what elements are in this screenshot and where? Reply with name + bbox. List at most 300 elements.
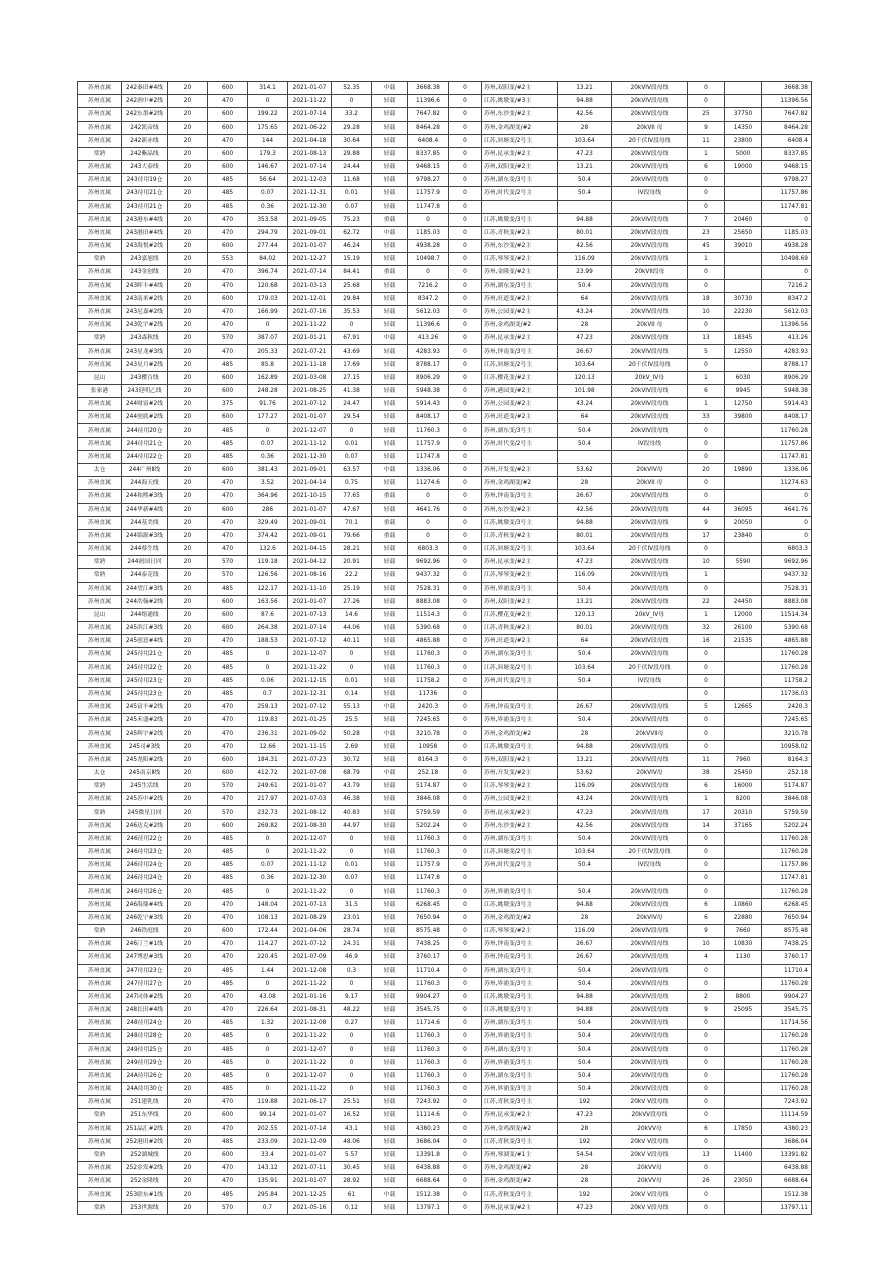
remaining-cell: 4865.88	[408, 635, 449, 648]
total-cell: 4283.93	[762, 345, 812, 358]
load-cell: 132.6	[248, 543, 288, 556]
table-row	[78, 740, 812, 753]
load-rate-cell: 0.01	[332, 859, 372, 872]
distance-cell: 50.4	[558, 674, 612, 687]
substation-cell: 江苏,琴琴变/#2主	[482, 925, 558, 938]
total-cell: 11760.28	[762, 648, 812, 661]
date-cell: 2021-08-25	[288, 384, 332, 397]
count-cell: 18	[688, 292, 725, 305]
voltage-cell: 20	[168, 161, 208, 174]
substation-cell: 苏州,公园变/#2主	[482, 305, 558, 318]
table-row	[78, 569, 812, 582]
load-rate-cell: 46.24	[332, 240, 372, 253]
distance-cell: 23.99	[558, 266, 612, 279]
line-name-cell: 246待用26仓	[122, 885, 168, 898]
line-name-cell: 247同体#2线	[122, 990, 168, 1003]
table-row	[78, 253, 812, 266]
substation-cell: 江苏,姚墩变/3号主	[482, 213, 558, 226]
substation-cell: 江苏,青秋变/3号主	[482, 1188, 558, 1201]
flag-cell: 0	[449, 1030, 482, 1043]
value-cell	[725, 845, 762, 858]
load-rate-cell: 41.38	[332, 384, 372, 397]
capacity-cell: 600	[208, 240, 248, 253]
flag-cell: 0	[449, 845, 482, 858]
total-cell: 13391.82	[762, 1148, 812, 1161]
load-rate-cell: 0.01	[332, 187, 372, 200]
line-name-cell: 24A待用26仓	[122, 1069, 168, 1082]
load-rate-cell: 0	[332, 424, 372, 437]
distance-cell: 103.64	[558, 134, 612, 147]
load-level-cell: 轻载	[372, 556, 408, 569]
total-cell: 6688.64	[762, 1175, 812, 1188]
date-cell: 2021-12-31	[288, 187, 332, 200]
bus-section-cell: 20kVIV段母线	[612, 503, 688, 516]
line-name-cell: 245辉宇#2线	[122, 727, 168, 740]
count-cell: 0	[688, 95, 725, 108]
total-cell: 4938.28	[762, 240, 812, 253]
table-row	[78, 977, 812, 990]
remaining-cell: 11114.6	[408, 1109, 449, 1122]
region-cell: 苏州直属	[78, 990, 122, 1003]
bus-section-cell: 20kVIV段母线	[612, 964, 688, 977]
voltage-cell: 20	[168, 490, 208, 503]
total-cell: 5759.59	[762, 806, 812, 819]
region-cell: 苏州直属	[78, 134, 122, 147]
region-cell: 苏州直属	[78, 174, 122, 187]
capacity-cell: 470	[208, 1175, 248, 1188]
distance-cell: 43.24	[558, 398, 612, 411]
load-rate-cell: 11.68	[332, 174, 372, 187]
date-cell: 2021-07-03	[288, 793, 332, 806]
total-cell: 1336.06	[762, 463, 812, 476]
value-cell: 24450	[725, 595, 762, 608]
load-rate-cell: 75.23	[332, 213, 372, 226]
value-cell	[725, 727, 762, 740]
voltage-cell: 20	[168, 121, 208, 134]
total-cell: 11760.28	[762, 977, 812, 990]
region-cell: 苏州直属	[78, 345, 122, 358]
flag-cell: 0	[449, 780, 482, 793]
load-rate-cell: 0	[332, 1056, 372, 1069]
capacity-cell: 375	[208, 398, 248, 411]
line-name-cell: 245待用21仓	[122, 648, 168, 661]
date-cell: 2021-07-13	[288, 608, 332, 621]
load-level-cell: 轻载	[372, 753, 408, 766]
substation-cell: 苏州,界浦变/3号主	[482, 1030, 558, 1043]
load-level-cell: 轻载	[372, 1148, 408, 1161]
line-name-cell: 244待用21仓	[122, 437, 168, 450]
total-cell: 11710.4	[762, 964, 812, 977]
load-cell: 233.09	[248, 1135, 288, 1148]
flag-cell: 0	[449, 1188, 482, 1201]
load-cell: 314.1	[248, 82, 288, 95]
remaining-cell: 6688.64	[408, 1175, 449, 1188]
region-cell: 苏州直属	[78, 753, 122, 766]
total-cell: 6268.45	[762, 898, 812, 911]
load-cell: 236.31	[248, 727, 288, 740]
remaining-cell: 13391.8	[408, 1148, 449, 1161]
value-cell	[725, 1030, 762, 1043]
count-cell: 0	[688, 582, 725, 595]
line-name-cell: 243星龙#3线	[122, 345, 168, 358]
flag-cell: 0	[449, 872, 482, 885]
voltage-cell: 20	[168, 648, 208, 661]
table-row	[78, 121, 812, 134]
value-cell	[725, 1017, 762, 1030]
flag-cell: 0	[449, 806, 482, 819]
capacity-cell: 470	[208, 477, 248, 490]
load-level-cell: 轻载	[372, 1030, 408, 1043]
date-cell: 2021-01-16	[288, 990, 332, 1003]
load-level-cell: 轻载	[372, 793, 408, 806]
substation-cell: 江苏,斜塘变/2号主	[482, 358, 558, 371]
total-cell: 3545.75	[762, 1004, 812, 1017]
flag-cell: 0	[449, 384, 482, 397]
load-cell: 199.22	[248, 108, 288, 121]
table-row	[78, 832, 812, 845]
value-cell	[725, 1083, 762, 1096]
value-cell: 1130	[725, 951, 762, 964]
region-cell: 苏州直属	[78, 622, 122, 635]
capacity-cell: 600	[208, 411, 248, 424]
value-cell	[725, 266, 762, 279]
load-cell: 172.44	[248, 925, 288, 938]
load-cell: 381.43	[248, 463, 288, 476]
substation-cell: 苏州,昆承变/#2主	[482, 1109, 558, 1122]
voltage-cell: 20	[168, 516, 208, 529]
load-rate-cell: 30.45	[332, 1162, 372, 1175]
load-cell: 202.55	[248, 1122, 288, 1135]
load-level-cell: 中载	[372, 701, 408, 714]
line-name-cell: 244浩翰#2线	[122, 595, 168, 608]
total-cell: 1185.03	[762, 226, 812, 239]
region-cell: 苏州直属	[78, 305, 122, 318]
total-cell: 11760.28	[762, 1069, 812, 1082]
total-cell: 2420.3	[762, 701, 812, 714]
load-level-cell: 轻载	[372, 938, 408, 951]
region-cell: 苏州直属	[78, 187, 122, 200]
remaining-cell: 9692.96	[408, 556, 449, 569]
load-level-cell: 轻载	[372, 121, 408, 134]
total-cell: 11760.28	[762, 845, 812, 858]
load-cell: 374.42	[248, 529, 288, 542]
capacity-cell: 600	[208, 147, 248, 160]
load-rate-cell: 55.13	[332, 701, 372, 714]
substation-cell: 苏州,湖东变/3号主	[482, 424, 558, 437]
voltage-cell: 20	[168, 1056, 208, 1069]
load-level-cell: 轻载	[372, 687, 408, 700]
line-name-cell: 242新赤线	[122, 134, 168, 147]
line-name-cell: 244财富#2线	[122, 398, 168, 411]
date-cell: 2021-11-22	[288, 319, 332, 332]
load-level-cell: 中载	[372, 463, 408, 476]
remaining-cell: 11396.6	[408, 319, 449, 332]
load-rate-cell: 68.79	[332, 766, 372, 779]
bus-section-cell: 20kVIV段母线	[612, 226, 688, 239]
load-cell: 85.8	[248, 358, 288, 371]
load-rate-cell: 0	[332, 1083, 372, 1096]
region-cell: 常熟	[78, 569, 122, 582]
line-name-cell: 251东华线	[122, 1109, 168, 1122]
bus-section-cell: 20kV_IV母	[612, 608, 688, 621]
flag-cell: 0	[449, 134, 482, 147]
region-cell: 苏州直属	[78, 832, 122, 845]
remaining-cell: 5202.24	[408, 819, 449, 832]
table-row	[78, 1056, 812, 1069]
load-level-cell: 轻载	[372, 622, 408, 635]
remaining-cell: 0	[408, 266, 449, 279]
capacity-cell: 485	[208, 200, 248, 213]
remaining-cell: 13797.1	[408, 1201, 449, 1214]
date-cell: 2021-07-14	[288, 266, 332, 279]
line-name-cell: 243金创线	[122, 266, 168, 279]
load-cell: 184.31	[248, 753, 288, 766]
bus-section-cell: 20kVIV段母线	[612, 701, 688, 714]
distance-cell: 26.67	[558, 345, 612, 358]
flag-cell: 0	[449, 964, 482, 977]
remaining-cell: 8408.17	[408, 411, 449, 424]
count-cell: 9	[688, 516, 725, 529]
distance-cell: 80.01	[558, 226, 612, 239]
line-name-cell: 246待用24仓	[122, 859, 168, 872]
load-cell: 0	[248, 845, 288, 858]
substation-cell: 苏州,东沙变/#2主	[482, 108, 558, 121]
load-rate-cell: 0	[332, 661, 372, 674]
date-cell: 2021-01-07	[288, 240, 332, 253]
capacity-cell: 470	[208, 793, 248, 806]
region-cell: 苏州直属	[78, 319, 122, 332]
remaining-cell: 8347.2	[408, 292, 449, 305]
voltage-cell: 20	[168, 384, 208, 397]
count-cell: 44	[688, 503, 725, 516]
capacity-cell: 600	[208, 595, 248, 608]
count-cell: 0	[688, 1201, 725, 1214]
load-level-cell: 轻载	[372, 477, 408, 490]
distance-cell: 26.67	[558, 938, 612, 951]
voltage-cell: 20	[168, 187, 208, 200]
capacity-cell: 470	[208, 490, 248, 503]
flag-cell: 0	[449, 569, 482, 582]
distance-cell: 50.4	[558, 1083, 612, 1096]
substation-cell: 苏州,开发变/#2主	[482, 766, 558, 779]
load-cell: 99.14	[248, 1109, 288, 1122]
line-name-cell: 245禾盛#2线	[122, 714, 168, 727]
load-cell: 114.27	[248, 938, 288, 951]
flag-cell: 0	[449, 859, 482, 872]
capacity-cell: 600	[208, 753, 248, 766]
table-row	[78, 147, 812, 160]
date-cell: 2021-06-17	[288, 1096, 332, 1109]
substation-cell: 江苏,姚墩变/3号主	[482, 1004, 558, 1017]
bus-section-cell: 20kVIV段母线	[612, 569, 688, 582]
distance-cell: 94.88	[558, 95, 612, 108]
total-cell: 7245.65	[762, 714, 812, 727]
region-cell: 苏州直属	[78, 687, 122, 700]
remaining-cell: 11757.9	[408, 187, 449, 200]
region-cell: 苏州直属	[78, 701, 122, 714]
bus-section-cell: 20kVIV段母线	[612, 582, 688, 595]
capacity-cell: 470	[208, 951, 248, 964]
count-cell: 0	[688, 82, 725, 95]
load-rate-cell: 24.47	[332, 398, 372, 411]
remaining-cell: 6268.45	[408, 898, 449, 911]
capacity-cell: 570	[208, 556, 248, 569]
line-name-cell: 242东墨#2线	[122, 108, 168, 121]
date-cell: 2021-11-12	[288, 859, 332, 872]
remaining-cell: 10498.7	[408, 253, 449, 266]
date-cell: 2021-07-09	[288, 951, 332, 964]
load-rate-cell: 0	[332, 648, 372, 661]
voltage-cell: 20	[168, 674, 208, 687]
date-cell: 2021-11-10	[288, 582, 332, 595]
table-row	[78, 174, 812, 187]
date-cell: 2021-12-07	[288, 1043, 332, 1056]
load-rate-cell: 20.91	[332, 556, 372, 569]
table-row	[78, 1122, 812, 1135]
date-cell: 2021-07-12	[288, 398, 332, 411]
date-cell: 2021-12-27	[288, 253, 332, 266]
date-cell: 2021-07-14	[288, 108, 332, 121]
voltage-cell: 20	[168, 1201, 208, 1214]
distance-cell: 64	[558, 292, 612, 305]
flag-cell: 0	[449, 266, 482, 279]
flag-cell: 0	[449, 911, 482, 924]
date-cell: 2021-01-07	[288, 411, 332, 424]
total-cell: 11757.86	[762, 859, 812, 872]
table-row	[78, 714, 812, 727]
load-level-cell: 轻载	[372, 1043, 408, 1056]
region-cell: 常熟	[78, 556, 122, 569]
total-cell: 11747.81	[762, 200, 812, 213]
voltage-cell: 20	[168, 1083, 208, 1096]
total-cell: 4865.88	[762, 635, 812, 648]
date-cell: 2021-04-18	[288, 134, 332, 147]
distance-cell	[558, 872, 612, 885]
load-rate-cell: 63.57	[332, 463, 372, 476]
load-level-cell: 轻载	[372, 95, 408, 108]
distance-cell: 28	[558, 1162, 612, 1175]
region-cell: 苏州直属	[78, 529, 122, 542]
flag-cell: 0	[449, 1017, 482, 1030]
load-cell: 232.73	[248, 806, 288, 819]
line-name-cell: 246待用22仓	[122, 832, 168, 845]
remaining-cell: 4938.28	[408, 240, 449, 253]
flag-cell: 0	[449, 1096, 482, 1109]
table-row	[78, 398, 812, 411]
date-cell: 2021-11-22	[288, 845, 332, 858]
load-level-cell: 轻载	[372, 1135, 408, 1148]
line-name-cell: 247博思#3线	[122, 951, 168, 964]
load-cell: 33.4	[248, 1148, 288, 1161]
remaining-cell: 3846.08	[408, 793, 449, 806]
total-cell: 11396.56	[762, 95, 812, 108]
total-cell: 11514.34	[762, 608, 812, 621]
value-cell	[725, 253, 762, 266]
table-row	[78, 503, 812, 516]
capacity-cell: 570	[208, 780, 248, 793]
bus-section-cell: 20kV V段母线	[612, 1148, 688, 1161]
bus-section-cell	[612, 200, 688, 213]
distance-cell: 50.4	[558, 832, 612, 845]
count-cell: 32	[688, 622, 725, 635]
distance-cell: 47.23	[558, 332, 612, 345]
line-name-cell: 251建乳线	[122, 1096, 168, 1109]
value-cell	[725, 1043, 762, 1056]
line-name-cell: 244泰克线	[122, 569, 168, 582]
table-row	[78, 240, 812, 253]
value-cell: 12665	[725, 701, 762, 714]
distance-cell: 103.64	[558, 845, 612, 858]
bus-section-cell: 20kVIV段母线	[612, 82, 688, 95]
remaining-cell: 0	[408, 490, 449, 503]
count-cell: 0	[688, 266, 725, 279]
voltage-cell: 20	[168, 437, 208, 450]
bus-section-cell: 20kVIV段母线	[612, 424, 688, 437]
distance-cell: 54.54	[558, 1148, 612, 1161]
count-cell: 0	[688, 727, 725, 740]
bus-section-cell: 20kVIV段母线	[612, 174, 688, 187]
region-cell: 苏州直属	[78, 595, 122, 608]
substation-cell: 江苏,琴琴变/#2主	[482, 780, 558, 793]
voltage-cell: 20	[168, 345, 208, 358]
capacity-cell: 600	[208, 925, 248, 938]
distance-cell: 50.4	[558, 885, 612, 898]
region-cell: 苏州直属	[78, 108, 122, 121]
value-cell	[725, 437, 762, 450]
remaining-cell: 3210.78	[408, 727, 449, 740]
load-level-cell: 轻载	[372, 1201, 408, 1214]
count-cell: 0	[688, 1135, 725, 1148]
line-name-cell: 247待用27仓	[122, 977, 168, 990]
table-row	[78, 780, 812, 793]
substation-cell: 苏州,昆承变/#2主	[482, 556, 558, 569]
value-cell: 19000	[725, 161, 762, 174]
region-cell: 苏州直属	[78, 793, 122, 806]
load-cell: 205.33	[248, 345, 288, 358]
bus-section-cell: 20千伏IV段母线	[612, 134, 688, 147]
bus-section-cell: 20kVIV段母线	[612, 753, 688, 766]
flag-cell: 0	[449, 1109, 482, 1122]
capacity-cell: 485	[208, 424, 248, 437]
voltage-cell: 20	[168, 108, 208, 121]
remaining-cell: 8788.17	[408, 358, 449, 371]
table-row	[78, 319, 812, 332]
capacity-cell: 600	[208, 622, 248, 635]
flag-cell: 0	[449, 793, 482, 806]
value-cell: 12000	[725, 608, 762, 621]
date-cell: 2021-12-09	[288, 1135, 332, 1148]
date-cell: 2021-01-21	[288, 332, 332, 345]
load-cell: 177.27	[248, 411, 288, 424]
table-row	[78, 727, 812, 740]
count-cell: 0	[688, 648, 725, 661]
flag-cell: 0	[449, 1201, 482, 1214]
value-cell: 8800	[725, 990, 762, 1003]
voltage-cell: 20	[168, 951, 208, 964]
capacity-cell: 600	[208, 371, 248, 384]
load-level-cell: 轻载	[372, 345, 408, 358]
flag-cell: 0	[449, 200, 482, 213]
remaining-cell: 413.26	[408, 332, 449, 345]
total-cell: 8164.3	[762, 753, 812, 766]
load-cell: 0.36	[248, 450, 288, 463]
region-cell: 苏州直属	[78, 1135, 122, 1148]
line-name-cell: 243晖丰#4线	[122, 279, 168, 292]
bus-section-cell: 20kVIV段母线	[612, 595, 688, 608]
remaining-cell: 11274.6	[408, 477, 449, 490]
load-level-cell: 轻载	[372, 635, 408, 648]
load-level-cell: 轻载	[372, 780, 408, 793]
